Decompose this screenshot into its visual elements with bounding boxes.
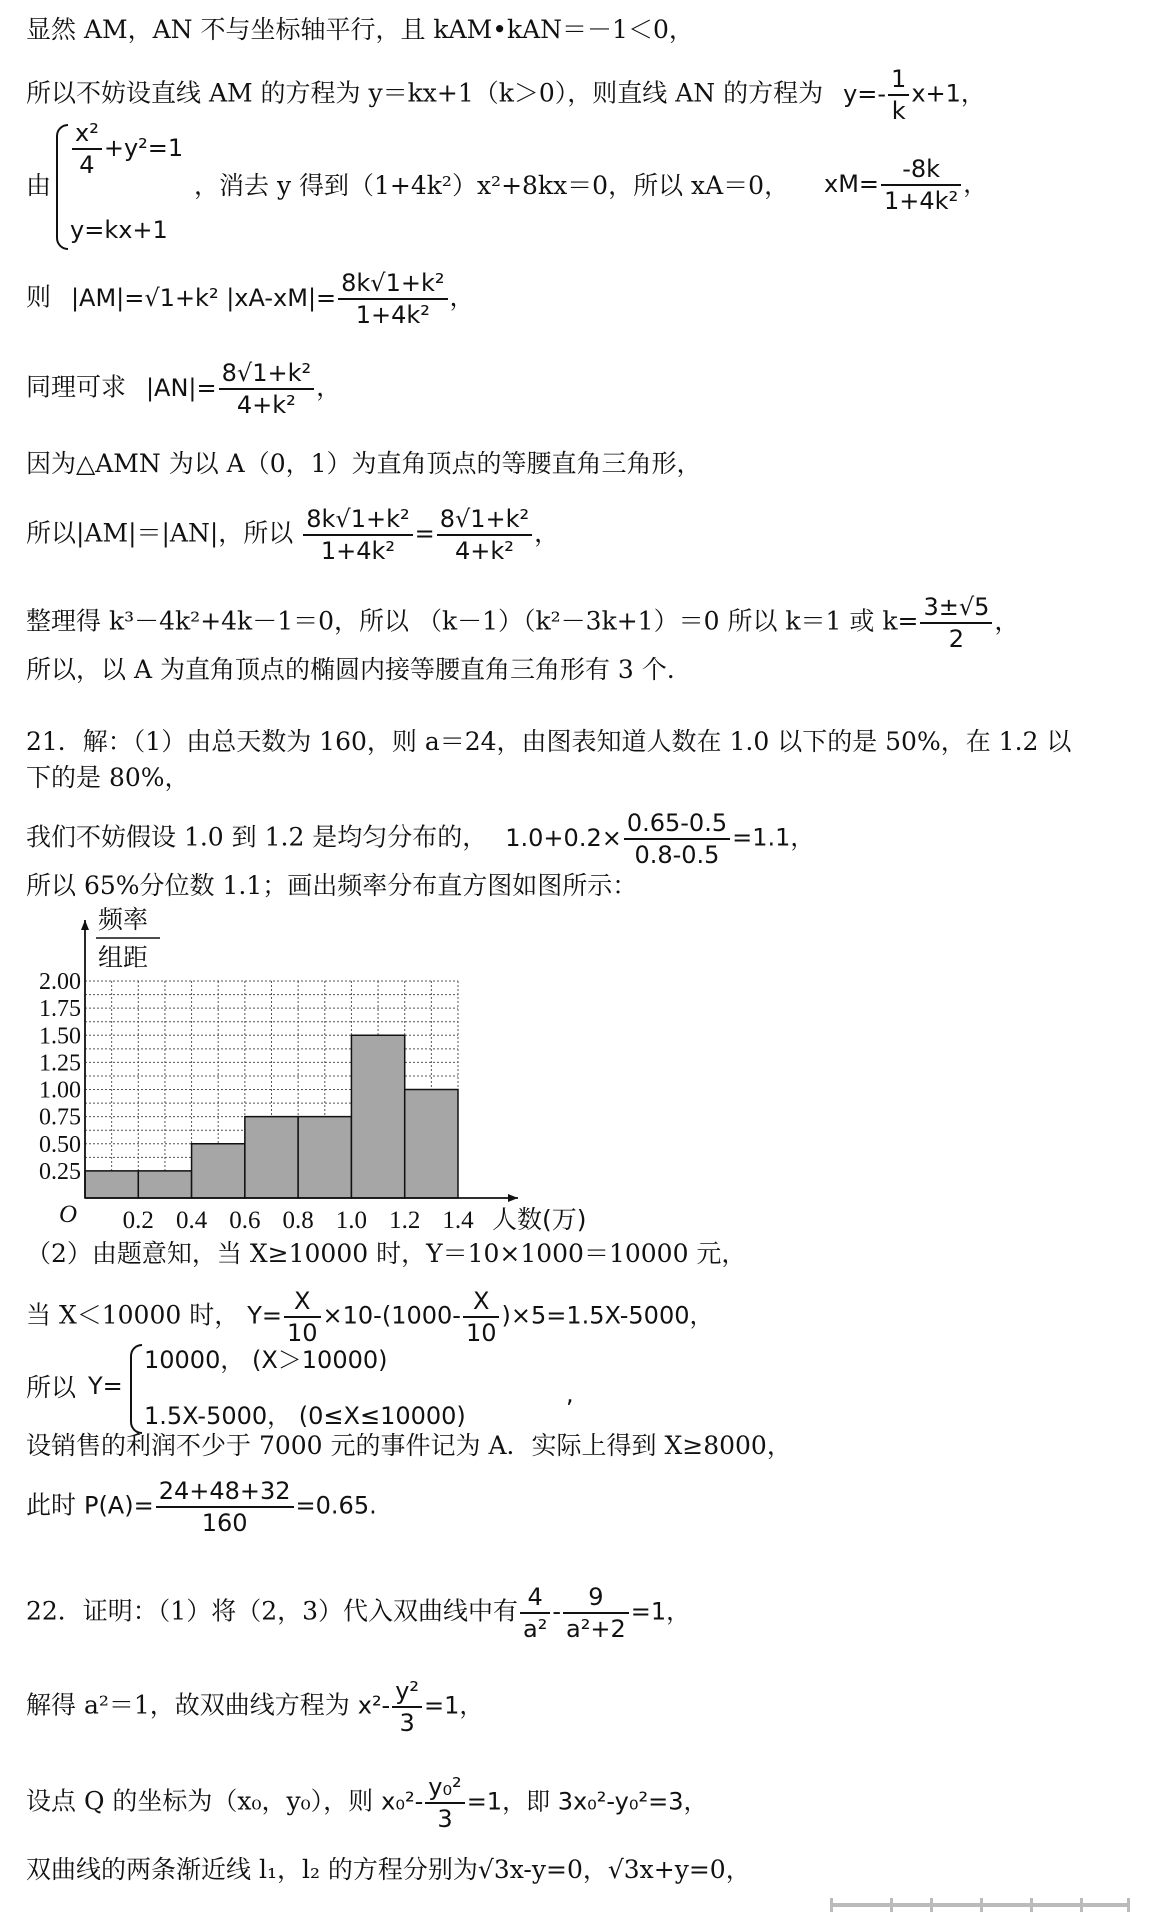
- x-tick-label: 1.0: [335, 1207, 368, 1234]
- system-case-2: y=kx+1: [70, 216, 168, 244]
- fraction-den: k: [891, 97, 906, 125]
- system-case-1: [70, 118, 183, 180]
- text-line-12: [26, 808, 814, 870]
- left-brace: [130, 1344, 142, 1434]
- fraction-den: 4+k²: [236, 391, 296, 419]
- fraction-den: 1+4k²: [320, 537, 395, 565]
- page-scroll-indicator[interactable]: [830, 1898, 1130, 1912]
- text-line-7: 所以|AM|＝|AN|，所以 $\frac{\text{8k√1+k²}}{\text{1+4k²}}$ = $\frac{\text{8√1+k²}}{\text{4+k²}}$ ，: [26, 505, 560, 565]
- fraction-num: 4: [520, 1582, 550, 1614]
- profit-eq-3: )×5=1.5X-5000，: [501, 1301, 714, 1330]
- y-tick-label: 0.75: [39, 1104, 81, 1131]
- x-tick-label: 0.2: [122, 1207, 154, 1234]
- y-tick-label: 0.50: [39, 1131, 81, 1158]
- scroll-tick: [980, 1898, 983, 1912]
- hyperbola-eq-tail: =1，: [424, 1691, 484, 1720]
- fraction-num: 8√1+k²: [437, 504, 532, 536]
- text-line-8-prefix: 整理得 k³－4k²+4k－1＝0，所以 （k－1）（k²－3k+1）＝0 所以 k＝1 或 k=: [26, 606, 919, 636]
- text-line-6: 因为△AMN 为以 A（0，1）为直角顶点的等腰直角三角形，: [26, 449, 702, 478]
- point-q-eq: x₀²-: [381, 1787, 424, 1816]
- fraction-num: 8k√1+k²: [338, 268, 447, 300]
- text-line-17: 设销售的利润不少于 7000 元的事件记为 A．实际上得到 X≥8000，: [26, 1431, 792, 1460]
- fraction-num: 1: [888, 64, 909, 96]
- histogram-bar: [351, 1035, 404, 1198]
- scroll-tick: [1080, 1898, 1083, 1912]
- fraction-den: a²: [523, 1615, 548, 1643]
- histogram-bars: [85, 1035, 458, 1198]
- line-an-eq-left: y=-: [843, 79, 887, 108]
- fraction-den: 4: [79, 151, 95, 179]
- text-line-2-prefix: 所以不妨设直线 AM 的方程为 y＝kx+1（k＞0），则直线 AN 的方程为: [26, 78, 824, 108]
- x-tick-label: 1.2: [389, 1207, 421, 1234]
- fraction-right: [437, 504, 532, 566]
- text-line-21-prefix: 设点 Q 的坐标为（x₀，y₀），则: [26, 1786, 374, 1816]
- xm-expression: xM= $\frac{-8k}{\text{1+4k²}}$ ，: [824, 155, 988, 215]
- text-line-19: 22．证明：（1）将（2，3）代入双曲线中有 $\frac{4}{\text{a²}}$ - $\frac{9}{\text{a²+2}}$ =1，: [26, 1583, 691, 1643]
- piecewise-prefix: 所以: [26, 1373, 77, 1402]
- fraction-am: [338, 268, 447, 330]
- y-tick-label: 0.25: [39, 1158, 81, 1185]
- histogram-bar: [192, 1144, 245, 1198]
- fraction-den: 1+4k²: [355, 301, 430, 329]
- text-line-5: 同理可求 |AN|= $\frac{\text{8√1+k²}}{\text{4+k²}}$ ，: [26, 359, 342, 419]
- y-tick-label: 2.00: [39, 969, 81, 995]
- fraction-num: x²: [72, 118, 102, 150]
- left-brace: [56, 124, 68, 250]
- text-line-13: 所以 65%分位数 1.1；画出频率分布直方图如图所示：: [26, 871, 638, 900]
- fraction-left: [303, 504, 412, 566]
- y-tick-label: 1.50: [39, 1023, 81, 1050]
- scroll-tick: [890, 1898, 893, 1912]
- point-q-tail: =1，即 3x₀²-y₀²=3，: [466, 1787, 708, 1816]
- fraction-num: 3±√5: [920, 592, 992, 624]
- text-line-12-prefix: 我们不妨假设 1.0 到 1.2 是均匀分布的，: [26, 822, 488, 852]
- y-tick-label: 1.25: [39, 1050, 81, 1077]
- line-an-eq-right: x+1，: [911, 79, 985, 108]
- text-line-19-prefix: 22．证明：（1）将（2，3）代入双曲线中有: [26, 1596, 519, 1626]
- histogram-bar: [245, 1117, 298, 1198]
- xm-label: xM=: [824, 170, 880, 198]
- fraction-den: 10: [286, 1319, 318, 1347]
- histogram-bar: [138, 1171, 191, 1198]
- fraction-den: 10: [465, 1319, 497, 1347]
- text-line-10: 21．解：（1）由总天数为 160，则 a＝24，由图表知道人数在 1.0 以下的是 50%，在 1.2 以: [26, 727, 1072, 756]
- system-mid-text: ，消去 y 得到（1+4k²）x²+8kx＝0，所以 xA＝0，: [194, 171, 790, 200]
- x-tick-label: 0.8: [282, 1207, 314, 1234]
- system-case-1-tail: +y²=1: [103, 134, 184, 162]
- fraction-num: 9: [563, 1582, 629, 1614]
- piecewise-case-2: 1.5X-5000， (0≤X≤10000): [144, 1402, 466, 1430]
- text-line-22: 双曲线的两条渐近线 l₁，l₂ 的方程分别为√3x-y=0，√3x+y=0，: [26, 1855, 751, 1884]
- text-line-4: 则 |AM|=√1+k² |xA-xM|= $\frac{\text{8k√1+k²}}{\text{1+4k²}}$ ，: [26, 269, 475, 329]
- probability-tail: =0.65.: [295, 1491, 377, 1520]
- x-axis-label: 人数(万): [492, 1205, 587, 1234]
- fraction-num: X: [463, 1286, 500, 1318]
- frequency-histogram: [0, 900, 640, 1240]
- text-line-15: [26, 1286, 714, 1348]
- y-tick-label: 1.75: [39, 996, 81, 1023]
- text-line-7-prefix: 所以|AM|＝|AN|，所以: [26, 518, 294, 548]
- fraction-num: y²: [392, 1676, 422, 1708]
- fraction-1-over-k: [888, 64, 909, 126]
- an-expression: |AN|=: [145, 373, 217, 402]
- fraction-den: a²+2: [566, 1615, 626, 1643]
- scroll-tick: [930, 1898, 933, 1912]
- origin-label: O: [58, 1201, 77, 1228]
- fraction-num: 0.65-0.5: [624, 808, 730, 840]
- text-line-20: [26, 1676, 483, 1738]
- equation-system-block: [26, 118, 1126, 258]
- text-line-15-prefix: 当 X＜10000 时，: [26, 1300, 240, 1330]
- text-line-8: 整理得 k³－4k²+4k－1＝0，所以 （k－1）（k²－3k+1）＝0 所以 k＝1 或 k= $\frac{3\pm√5}{2}$ ，: [26, 593, 1020, 653]
- y-axis-label-top: 频率: [98, 905, 149, 934]
- y-tick-label: 1.00: [39, 1077, 81, 1104]
- text-line-1: 显然 AM，AN 不与坐标轴平行，且 kAM•kAN＝－1＜0，: [26, 15, 694, 44]
- text-line-5-prefix: 同理可求: [26, 372, 127, 402]
- fraction-den: 1+4k²: [884, 187, 959, 215]
- fraction-k-root: [920, 592, 992, 654]
- text-line-14: （2）由题意知，当 X≥10000 时，Y＝10×1000＝10000 元，: [26, 1239, 747, 1268]
- text-line-11: 下的是 80%，: [26, 763, 190, 792]
- fraction-den: 4+k²: [454, 537, 514, 565]
- text-line-18: [26, 1476, 377, 1538]
- piecewise-case-1: 10000， (X＞10000): [144, 1346, 388, 1374]
- histogram-bar: [85, 1171, 138, 1198]
- probability-label: P(A)=: [83, 1491, 154, 1520]
- histogram-bar: [405, 1090, 458, 1199]
- x-tick-label: 1.4: [442, 1207, 474, 1234]
- text-line-20-prefix: 解得 a²＝1，故双曲线方程为: [26, 1690, 350, 1720]
- fraction-num: y₀²: [425, 1772, 464, 1804]
- profit-eq-2: ×10-(1000-: [322, 1301, 461, 1330]
- fraction-num: 24+48+32: [156, 1476, 294, 1508]
- x-tick-label: 0.4: [175, 1207, 208, 1234]
- percentile-tail: =1.1，: [732, 823, 815, 852]
- piecewise-block: 所以 Y= 10000， (X＞10000) 1.5X-5000， (0≤X≤10000) ,: [26, 1340, 726, 1440]
- scroll-tick: [1030, 1898, 1033, 1912]
- fraction-den: 3: [437, 1805, 453, 1833]
- percentile-eq: 1.0+0.2×: [505, 823, 622, 852]
- text-line-4-prefix: 则: [26, 282, 52, 312]
- histogram-bar: [298, 1117, 351, 1198]
- fraction-percentile: [624, 808, 730, 870]
- fraction-den: 0.8-0.5: [634, 841, 720, 869]
- fraction-an: [219, 358, 314, 420]
- am-expression: |AM|=√1+k² |xA-xM|=: [70, 283, 337, 312]
- system-prefix: 由: [26, 171, 52, 200]
- text-line-21: [26, 1772, 707, 1834]
- fraction-num: 8k√1+k²: [303, 504, 412, 536]
- text-line-9: 所以，以 A 为直角顶点的椭圆内接等腰直角三角形有 3 个.: [26, 655, 675, 684]
- text-line-18-prefix: 此时: [26, 1490, 77, 1520]
- fraction-den: 3: [399, 1709, 415, 1737]
- fraction-num: -8k: [881, 154, 961, 186]
- profit-eq-1: Y=: [247, 1301, 282, 1330]
- scroll-tick: [1127, 1898, 1130, 1912]
- y-axis-arrow: [81, 920, 89, 930]
- hyperbola-eq: x²-: [357, 1691, 391, 1720]
- x-axis-arrow: [508, 1194, 518, 1202]
- scroll-tick: [830, 1898, 833, 1912]
- fraction-num: X: [284, 1286, 321, 1318]
- fraction-num: 8√1+k²: [219, 358, 314, 390]
- x-tick-label: 0.6: [229, 1207, 261, 1234]
- y-axis-label-bottom: 组距: [98, 943, 149, 972]
- fraction-den: 160: [201, 1509, 248, 1537]
- text-line-2: [26, 64, 985, 126]
- hyperbola-tail: =1，: [630, 1597, 691, 1626]
- fraction-den: 2: [948, 625, 965, 653]
